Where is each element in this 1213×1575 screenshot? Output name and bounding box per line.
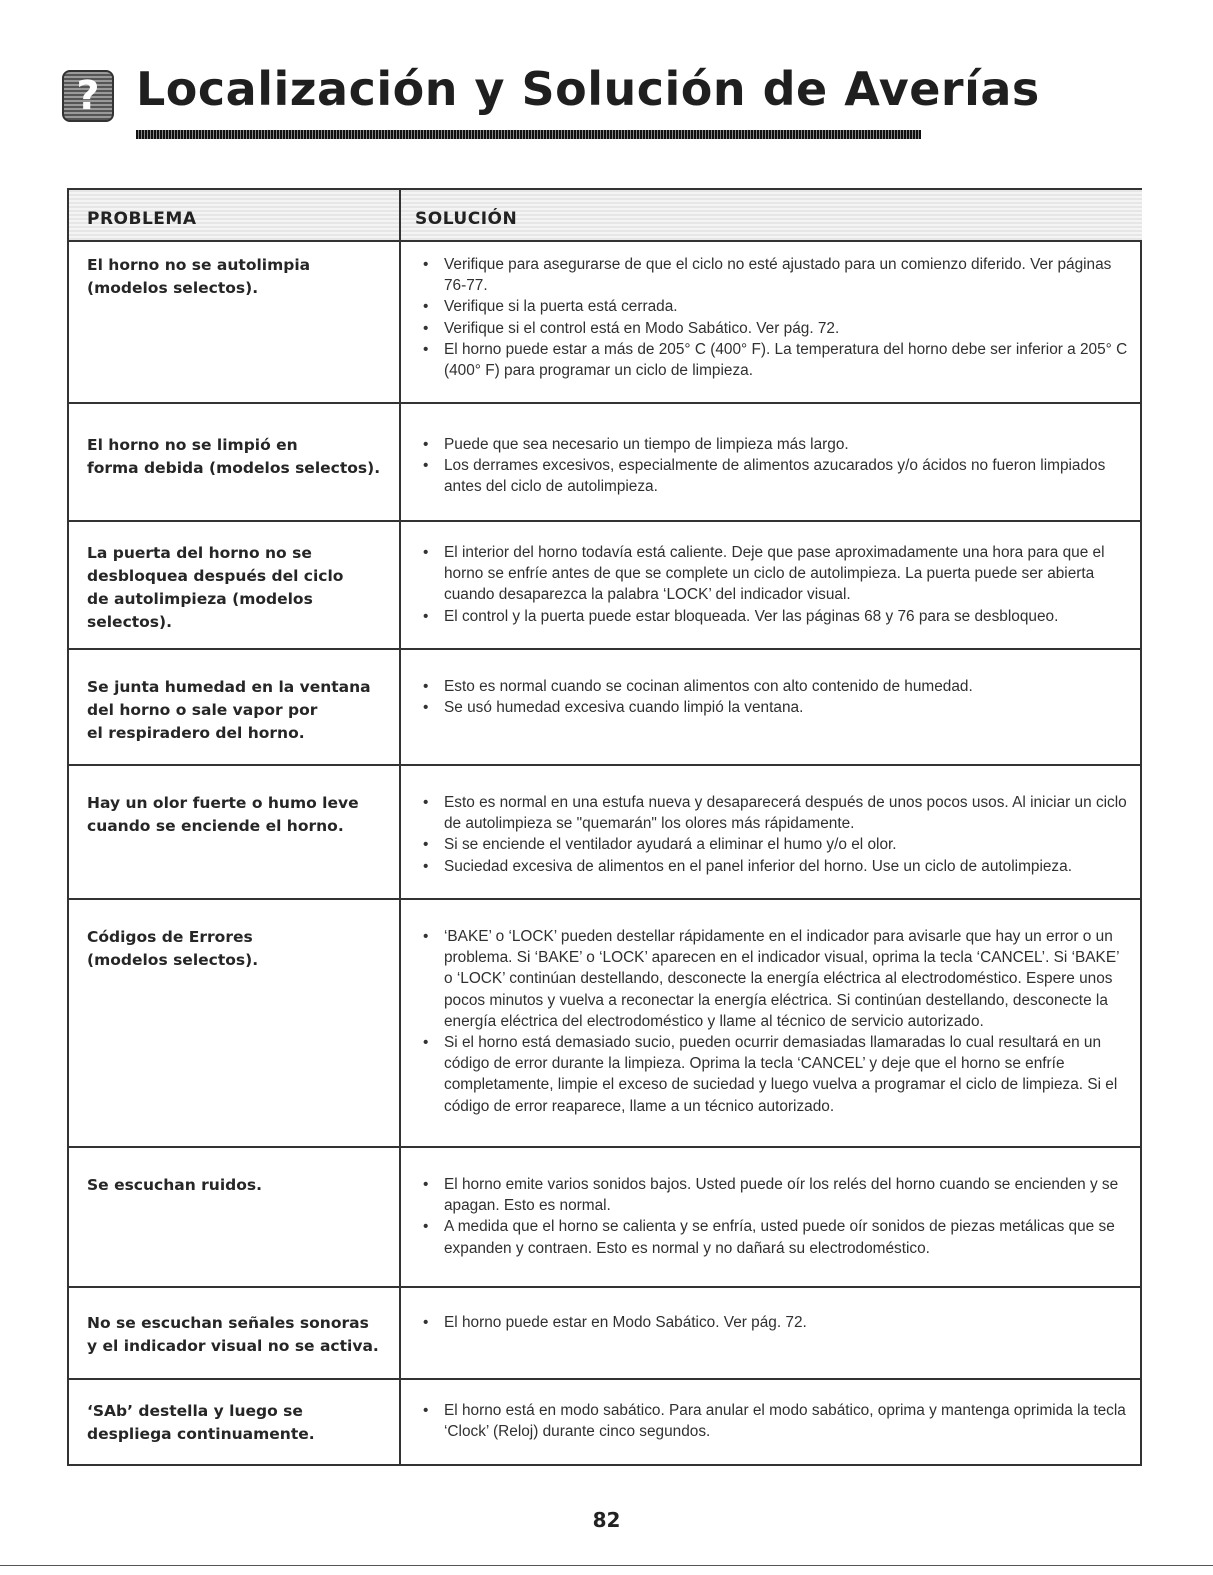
solution-item: • Esto es normal cuando se cocinan alimentos con alto contenido de humedad. xyxy=(401,676,1130,697)
table-row xyxy=(69,766,1140,900)
problem-cell: Códigos de Errores (modelos selectos). xyxy=(69,900,401,1146)
problem-cell: El horno no se autolimpia (modelos selectos). xyxy=(69,242,401,402)
solution-item: • El horno puede estar en Modo Sabático. Ver pág. 72. xyxy=(401,1312,1130,1333)
table-row xyxy=(69,900,1140,1148)
solution-item: • Los derrames excesivos, especialmente de alimentos azucarados y/o ácidos no fueron limpiados antes del ciclo de autolimpieza. xyxy=(401,455,1130,497)
column-header-solution: SOLUCIÓN xyxy=(401,190,1142,242)
solution-item: • ‘BAKE’ o ‘LOCK’ pueden destellar rápidamente en el indicador para avisarle que hay un error o un problema. Si ‘BAKE’ o ‘LOCK’ aparecen en el indicador visual, oprima la tecla ‘CANCEL’. Si ‘BAKE’ o ‘LOCK’ continúan destellando, desconecte la energía eléctrica al electrodoméstico. Espere unos pocos minutos y vuelva a reconectar la energía eléctrica. Si continúan destellando, desconecte la energía eléctrica del electrodoméstico y llame al técnico de servicio autorizado. xyxy=(401,926,1130,1032)
solution-cell xyxy=(401,242,1140,402)
solution-item: • Verifique si la puerta está cerrada. xyxy=(401,296,1130,317)
solution-cell xyxy=(401,1380,1140,1464)
solution-cell xyxy=(401,1288,1140,1378)
table-row xyxy=(69,242,1140,404)
table-row xyxy=(69,404,1140,522)
solution-item: • El interior del horno todavía está caliente. Deje que pase aproximadamente una hora para que el horno se enfríe antes de que se complete un ciclo de autolimpieza. La puerta puede ser abierta cuando desaparezca la palabra ‘LOCK’ del indicador visual. xyxy=(401,542,1130,606)
solution-item: • El horno está en modo sabático. Para anular el modo sabático, oprima y mantenga oprimida la tecla ‘Clock’ (Reloj) durante cinco segundos. xyxy=(401,1400,1130,1442)
table-row xyxy=(69,650,1140,766)
troubleshooting-table xyxy=(67,188,1142,1466)
solution-item: • Verifique para asegurarse de que el ciclo no esté ajustado para un comienzo diferido. Ver páginas 76-77. xyxy=(401,254,1130,296)
problem-cell: Hay un olor fuerte o humo leve cuando se enciende el horno. xyxy=(69,766,401,898)
question-mark-icon: ? xyxy=(62,70,114,122)
solution-cell xyxy=(401,900,1140,1146)
page-title: Localización y Solución de Averías xyxy=(136,62,1040,116)
problem-cell: Se junta humedad en la ventana del horno o sale vapor por el respiradero del horno. xyxy=(69,650,401,764)
table-row xyxy=(69,1288,1140,1380)
table-row xyxy=(69,1148,1140,1288)
solution-item: • Suciedad excesiva de alimentos en el panel inferior del horno. Use un ciclo de autolimpieza. xyxy=(401,856,1130,877)
page-header xyxy=(62,62,1040,152)
table-row xyxy=(69,1380,1140,1464)
page-number: 82 xyxy=(592,1508,621,1532)
table-row xyxy=(69,522,1140,650)
problem-cell: La puerta del horno no se desbloquea después del ciclo de autolimpieza (modelos selectos). xyxy=(69,522,401,648)
solution-item: • Si se enciende el ventilador ayudará a eliminar el humo y/o el olor. xyxy=(401,834,1130,855)
solution-cell xyxy=(401,1148,1140,1286)
footer-rule xyxy=(0,1565,1213,1566)
problem-cell: No se escuchan señales sonoras y el indicador visual no se activa. xyxy=(69,1288,401,1378)
problem-cell: El horno no se limpió en forma debida (modelos selectos). xyxy=(69,404,401,520)
solution-item: • A medida que el horno se calienta y se enfría, usted puede oír sonidos de piezas metálicas que se expanden y contraen. Esto es normal y no dañará su electrodoméstico. xyxy=(401,1216,1130,1258)
solution-item: • El horno puede estar a más de 205° C (400° F). La temperatura del horno debe ser inferior a 205° C (400° F) para programar un ciclo de limpieza. xyxy=(401,339,1130,381)
solution-item: • El horno emite varios sonidos bajos. Usted puede oír los relés del horno cuando se encienden y se apagan. Esto es normal. xyxy=(401,1174,1130,1216)
solution-cell xyxy=(401,404,1140,520)
solution-cell xyxy=(401,766,1140,898)
solution-cell xyxy=(401,650,1140,764)
solution-item: • Se usó humedad excesiva cuando limpió la ventana. xyxy=(401,697,1130,718)
solution-item: • El control y la puerta puede estar bloqueada. Ver las páginas 68 y 76 para se desbloqueo. xyxy=(401,606,1130,627)
solution-item: • Esto es normal en una estufa nueva y desaparecerá después de unos pocos usos. Al iniciar un ciclo de autolimpieza se "quemarán" los olores más rápidamente. xyxy=(401,792,1130,834)
solution-item: • Si el horno está demasiado sucio, pueden ocurrir demasiadas llamaradas lo cual resultará en un código de error durante la limpieza. Oprima la tecla ‘CANCEL’ y deje que el horno se enfríe completamente, limpie el exceso de suciedad y luego vuelva a programar el ciclo de limpieza. Si el código de error reaparece, llame a un técnico autorizado. xyxy=(401,1032,1130,1117)
solution-item: • Puede que sea necesario un tiempo de limpieza más largo. xyxy=(401,434,1130,455)
column-header-problem: PROBLEMA xyxy=(69,190,401,242)
solution-item: • Verifique si el control está en Modo Sabático. Ver pág. 72. xyxy=(401,318,1130,339)
problem-cell: ‘SAb’ destella y luego se despliega continuamente. xyxy=(69,1380,401,1464)
title-underline xyxy=(136,130,921,139)
solution-cell xyxy=(401,522,1140,648)
problem-cell: Se escuchan ruidos. xyxy=(69,1148,401,1286)
